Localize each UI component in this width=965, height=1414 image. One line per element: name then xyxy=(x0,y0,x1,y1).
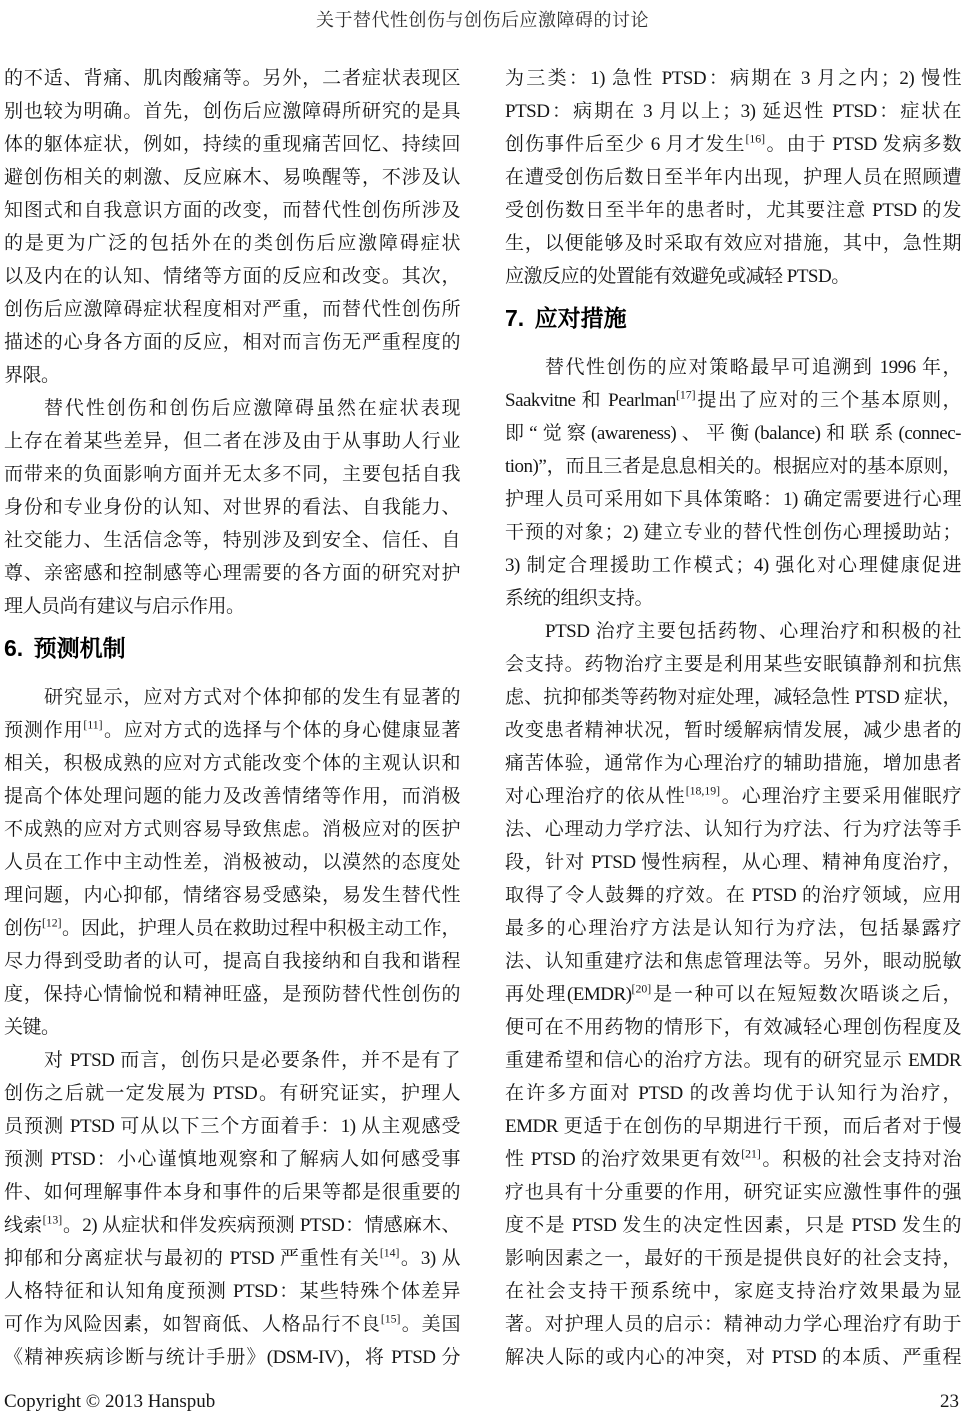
text-line: tion)”，而且三者是息息相关的。根据应对的基本原则， xyxy=(505,456,961,477)
text-line: 创伤[12]。因此，护理人员在救助过程中积极主动工作， xyxy=(4,916,460,939)
text-line: 替代性创伤的应对策略最早可追溯到 1996 年， xyxy=(545,357,961,378)
text-line: 即“觉察(awareness)、平衡(balance)和联系(connec- xyxy=(505,423,961,444)
column-left xyxy=(4,62,460,1374)
text-line: 干预的对象；2) 建立专业的替代性创伤心理援助站； xyxy=(505,522,961,543)
text-line: 尽力得到受助者的认可，提高自我接纳和自我和谐程 xyxy=(4,951,460,972)
copyright-text: Copyright © 2013 Hanspub xyxy=(4,1391,216,1412)
text-line: PTSD 治疗主要包括药物、心理治疗和积极的社 xyxy=(545,621,961,642)
text-line: 在许多方面对 PTSD 的改善均优于认知行为治疗， xyxy=(505,1083,961,1104)
text-line: 法、心理动力学疗法、认知行为疗法、行为疗法等手 xyxy=(505,819,961,840)
text-line: 尊、亲密感和控制感等心理需要的各方面的研究对护 xyxy=(4,563,460,584)
text-line: 便可在不用药物的情形下，有效减轻心理创伤程度及 xyxy=(505,1017,961,1038)
text-line: 最多的心理治疗方法是认知行为疗法，包括暴露疗 xyxy=(505,918,961,939)
text-line: 著。对护理人员的启示：精神动力学心理治疗有助于 xyxy=(505,1314,961,1335)
text-line: 性 PTSD 的治疗效果更有效[21]。积极的社会支持对治 xyxy=(505,1147,961,1170)
text-line: 身份和专业身份的认知、对世界的看法、自我能力、 xyxy=(4,497,460,518)
text-line: 研究显示，应对方式对个体抑郁的发生有显著的 xyxy=(44,687,460,708)
text-line: 提高个体处理问题的能力及改善情绪等作用，而消极 xyxy=(4,786,460,807)
text-line: 影响因素之一，最好的干预是提供良好的社会支持， xyxy=(505,1248,961,1269)
text-line: 改变患者精神状况，暂时缓解病情发展，减少患者的 xyxy=(505,720,961,741)
text-line: 在社会支持干预系统中，家庭支持治疗效果最为显 xyxy=(505,1281,961,1302)
text-line: 关键。 xyxy=(4,1017,60,1038)
text-line: 社交能力、生活信念等，特别涉及到安全、信任、自 xyxy=(4,530,460,551)
text-line: 解决人际的或内心的冲突，对 PTSD 的本质、严重程 xyxy=(505,1347,961,1368)
text-line: PTSD：病期在 3 月以上；3) 延迟性 PTSD：症状在 xyxy=(505,101,961,122)
page-footer xyxy=(4,1391,959,1413)
text-line: 应激反应的处置能有效避免或减轻 PTSD。 xyxy=(505,266,850,287)
text-line: 理人员尚有建议与启示作用。 xyxy=(4,596,245,617)
text-line: 重建希望和信心的治疗方法。现有的研究显示 EMDR xyxy=(505,1050,961,1071)
text-line: 痛苦体验，通常作为心理治疗的辅助措施，增加患者 xyxy=(505,753,961,774)
text-line: 不成熟的应对方式则容易导致焦虑。消极应对的医护 xyxy=(4,819,460,840)
text-line: 生，以便能够及时采取有效应对措施，其中，急性期 xyxy=(505,233,961,254)
text-line: 护理人员可采用如下具体策略：1) 确定需要进行心理 xyxy=(505,489,961,510)
text-line: 可作为风险因素，如智商低、人格品行不良[15]。美国 xyxy=(4,1312,460,1335)
text-line: 对 PTSD 而言，创伤只是必要条件，并不是有了 xyxy=(44,1050,460,1071)
text-line: 为三类：1) 急性 PTSD：病期在 3 月之内；2) 慢性 xyxy=(505,68,961,89)
text-line: 体的躯体症状，例如，持续的重现痛苦回忆、持续回 xyxy=(4,134,460,155)
text-line: 描述的心身各方面的反应，相对而言伤无严重程度的 xyxy=(4,332,460,353)
running-header-title: 关于替代性创伤与创伤后应激障碍的讨论 xyxy=(316,10,649,30)
text-line: 件、如何理解事件本身和事件的后果等都是很重要的 xyxy=(4,1182,460,1203)
text-line: 受创伤数日至半年的患者时，尤其要注意 PTSD 的发 xyxy=(505,200,961,221)
section-heading: 7. 应对措施 xyxy=(505,305,627,331)
section-heading: 6. 预测机制 xyxy=(4,635,126,661)
text-line: 创伤之后就一定发展为 PTSD。有研究证实，护理人 xyxy=(4,1083,460,1104)
text-line: 疗也具有十分重要的作用，研究证实应激性事件的强 xyxy=(505,1182,961,1203)
text-line: 避创伤相关的刺激、反应麻木、易唤醒等，不涉及认 xyxy=(4,167,460,188)
two-column-content xyxy=(4,62,961,1374)
text-line: Saakvitne 和 Pearlman[17]提出了应对的三个基本原则， xyxy=(505,388,961,411)
text-line: 理问题，内心抑郁，情绪容易受感染，易发生替代性 xyxy=(4,885,460,906)
text-line: 段，针对 PTSD 慢性病程，从心理、精神角度治疗， xyxy=(505,852,961,873)
text-line: 相关，积极成熟的应对方式能改变个体的主观认识和 xyxy=(4,753,460,774)
text-line: 度，保持心情愉悦和精神旺盛，是预防替代性创伤的 xyxy=(4,984,460,1005)
text-line: 预测作用[11]。应对方式的选择与个体的身心健康显著 xyxy=(4,718,460,741)
text-line: 知图式和自我意识方面的改变，而替代性创伤所涉及 xyxy=(4,200,460,221)
text-line: 界限。 xyxy=(4,365,60,386)
text-line: 创伤事件后至少 6 月才发生[16]。由于 PTSD 发病多数 xyxy=(505,132,961,155)
text-line: 再处理(EMDR)[20]是一种可以在短短数次晤谈之后， xyxy=(505,982,961,1005)
text-line: 创伤后应激障碍症状程度相对严重，而替代性创伤所 xyxy=(4,299,460,320)
text-line: 3) 制定合理援助工作模式；4) 强化对心理健康促进 xyxy=(505,555,961,576)
text-line: 度不是 PTSD 发生的决定性因素，只是 PTSD 发生的 xyxy=(505,1215,961,1236)
text-line: 在遭受创伤后数日至半年内出现，护理人员在照顾遭 xyxy=(505,167,961,188)
text-line: 预测 PTSD：小心谨慎地观察和了解病人如何感受事 xyxy=(4,1149,460,1170)
text-line: 以及内在的认知、情绪等方面的反应和改变。其次， xyxy=(4,266,460,287)
text-line: 的是更为广泛的包括外在的类创伤后应激障碍症状 xyxy=(4,233,460,254)
text-line: 线索[13]。2) 从症状和伴发疾病预测 PTSD：情感麻木、 xyxy=(4,1213,460,1236)
text-line: 的不适、背痛、肌肉酸痛等。另外，二者症状表现区 xyxy=(4,68,460,89)
text-line: 替代性创伤和创伤后应激障碍虽然在症状表现 xyxy=(44,398,460,419)
text-line: 《精神疾病诊断与统计手册》(DSM-IV)，将 PTSD 分 xyxy=(4,1347,460,1368)
text-line: EMDR 更适于在创伤的早期进行干预，而后者对于慢 xyxy=(505,1116,961,1137)
text-line: 员预测 PTSD 可从以下三个方面着手：1) 从主观感受 xyxy=(4,1116,460,1137)
text-line: 虑、抗抑郁类等药物对症处理，减轻急性 PTSD 症状， xyxy=(505,687,961,708)
column-right xyxy=(505,62,961,1374)
page-number: 23 xyxy=(940,1391,959,1412)
text-line: 人员在工作中主动性差，消极被动，以漠然的态度处 xyxy=(4,852,460,873)
text-line: 对心理治疗的依从性[18,19]。心理治疗主要采用催眠疗 xyxy=(505,784,961,807)
text-line: 上存在着某些差异，但二者在涉及由于从事助人行业 xyxy=(4,431,460,452)
text-line: 别也较为明确。首先，创伤后应激障碍所研究的是具 xyxy=(4,101,460,122)
text-line: 会支持。药物治疗主要是利用某些安眠镇静剂和抗焦 xyxy=(505,654,961,675)
text-line: 抑郁和分离症状与最初的 PTSD 严重性有关[14]。3) 从 xyxy=(4,1246,460,1269)
text-line: 法、认知重建疗法和焦虑管理法等。另外，眼动脱敏 xyxy=(505,951,961,972)
text-line: 而带来的负面影响方面并无太多不同，主要包括自我 xyxy=(4,464,460,485)
text-line: 人格特征和认知角度预测 PTSD：某些特殊个体差异 xyxy=(4,1281,460,1302)
text-line: 系统的组织支持。 xyxy=(505,588,654,609)
text-line: 取得了令人鼓舞的疗效。在 PTSD 的治疗领域，应用 xyxy=(505,885,961,906)
